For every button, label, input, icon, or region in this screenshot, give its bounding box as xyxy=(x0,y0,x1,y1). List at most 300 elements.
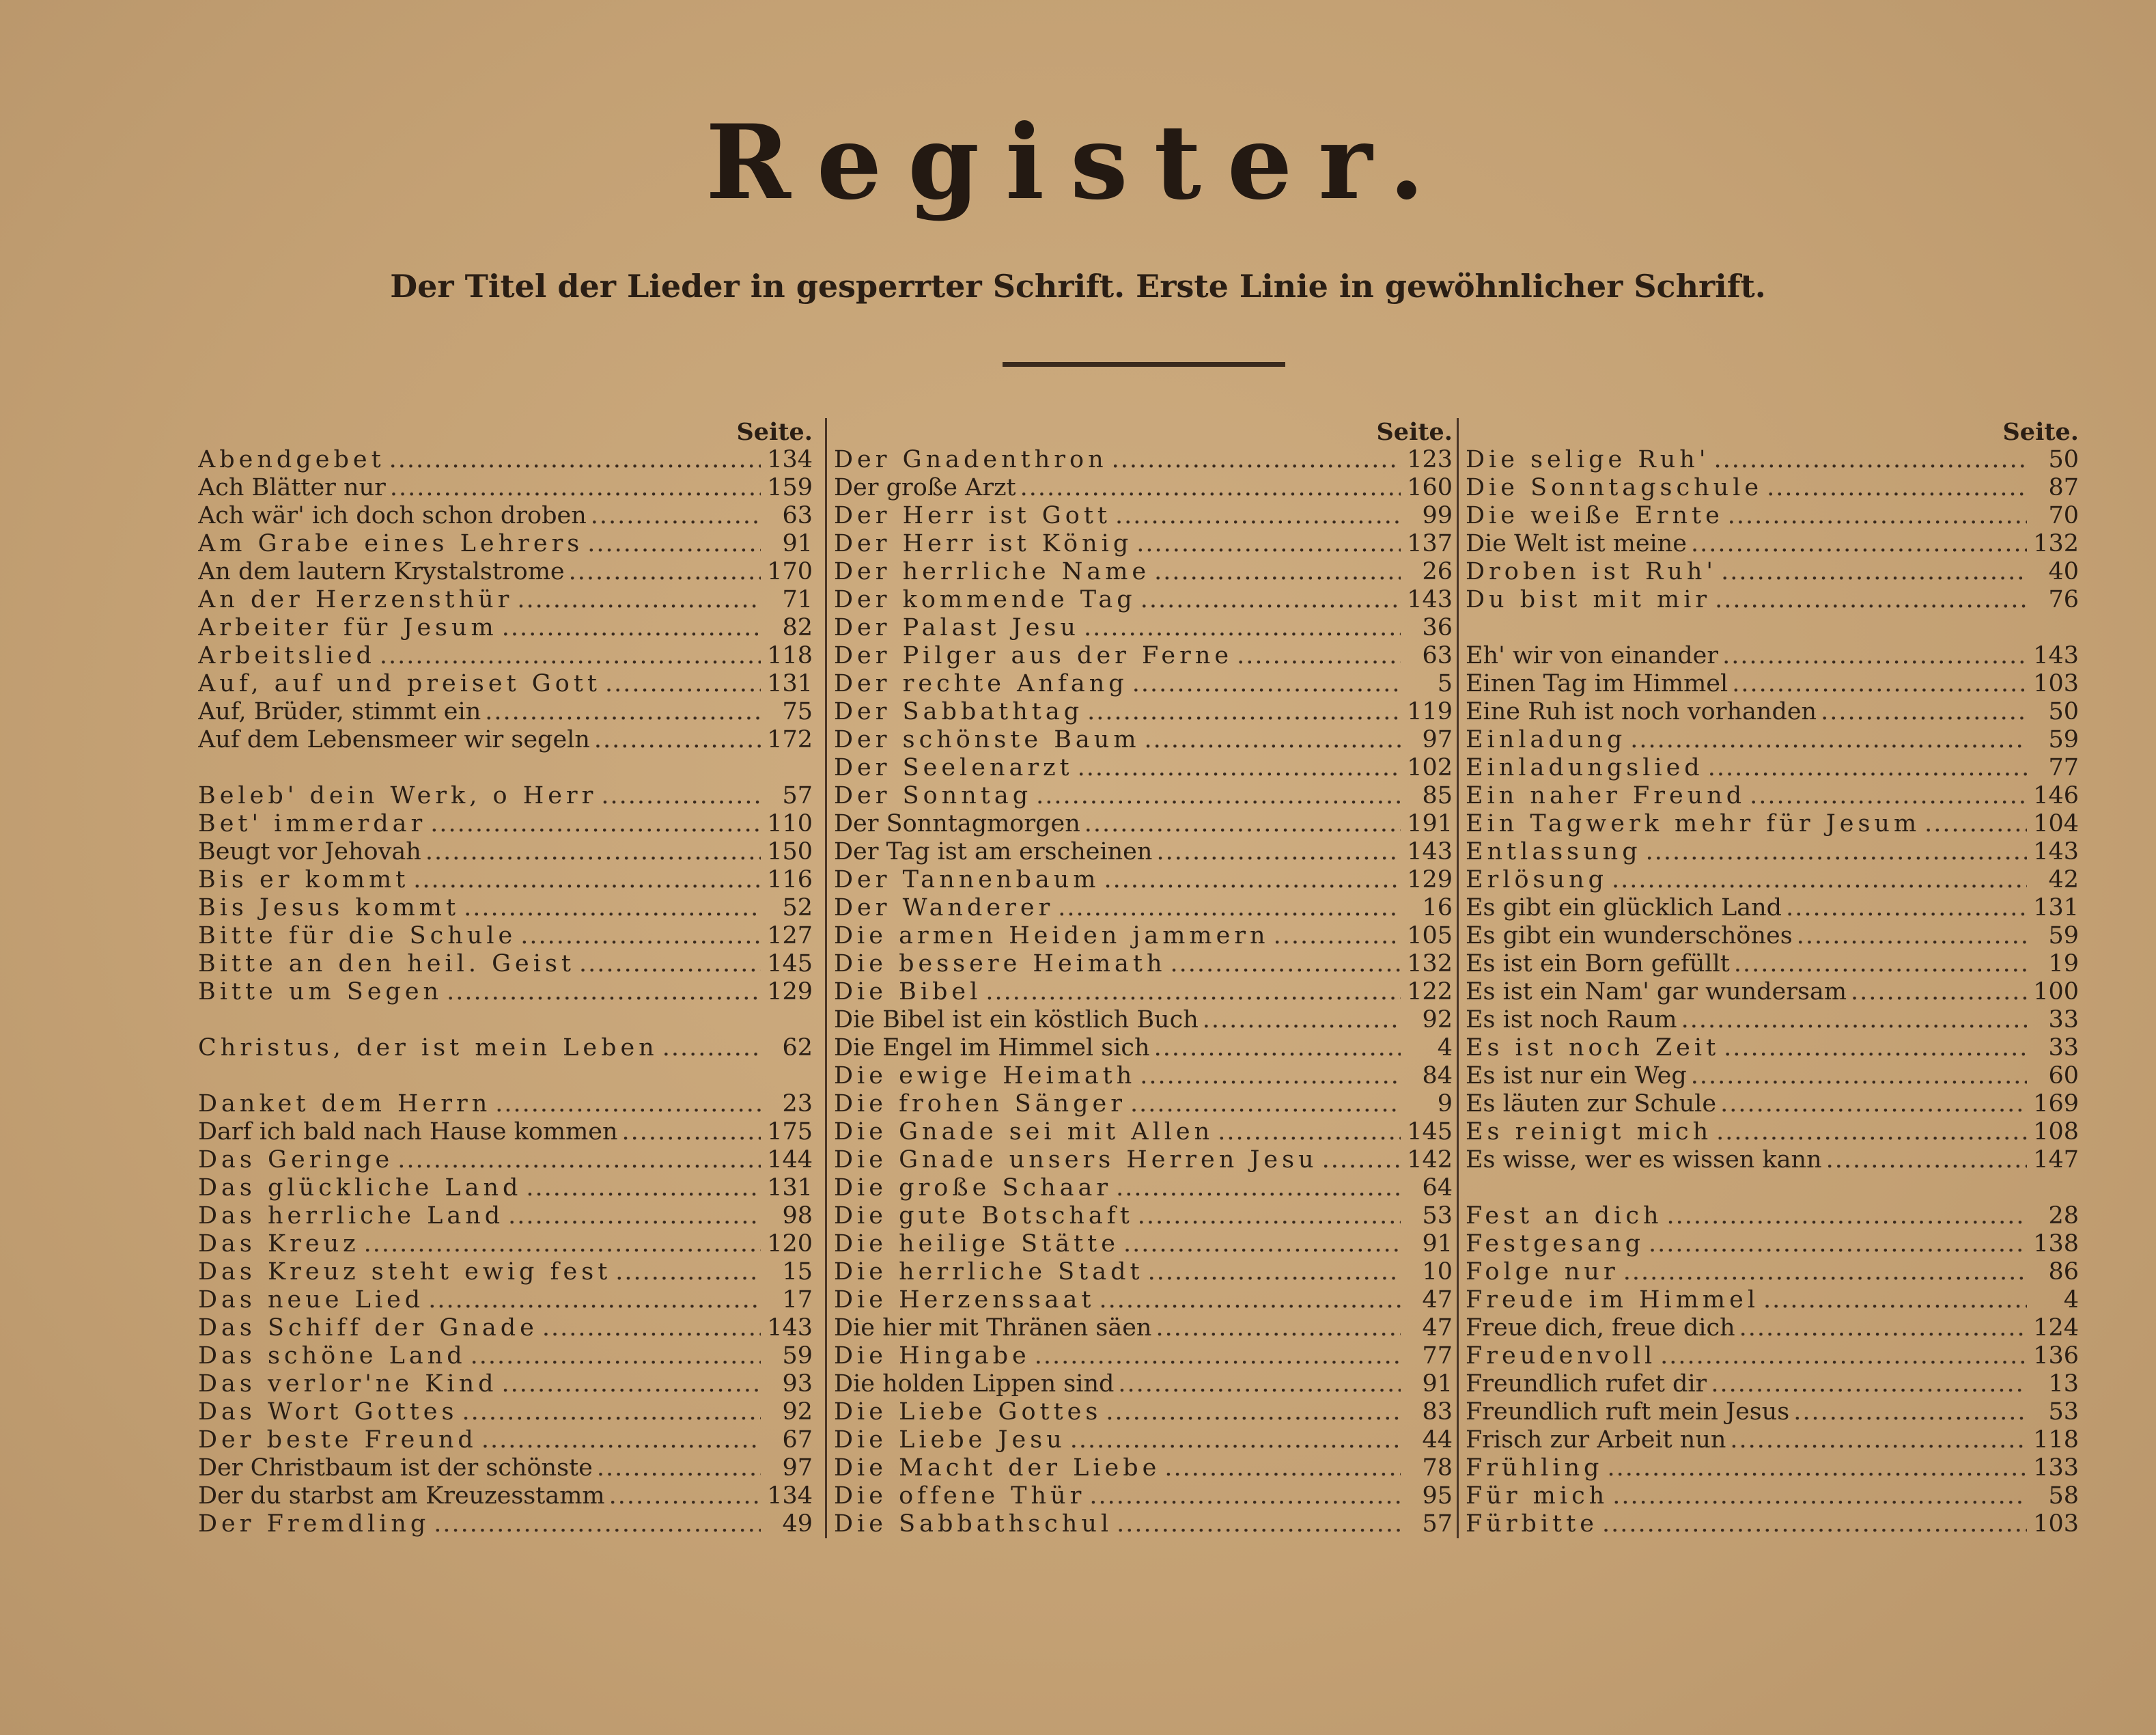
entry-page-number: 131 xyxy=(767,670,813,697)
entry-title: Der Fremdling xyxy=(198,1510,430,1538)
leader-dots xyxy=(1724,1034,2027,1062)
entry-title: Das Wort Gottes xyxy=(198,1398,458,1426)
entry-page-number: 191 xyxy=(1407,810,1453,837)
entry-title: Die hier mit Thränen säen xyxy=(834,1314,1152,1342)
index-entry xyxy=(834,1426,1453,1454)
index-entry xyxy=(1466,474,2079,502)
entry-page-number: 53 xyxy=(2048,1398,2079,1426)
index-entry xyxy=(1466,866,2079,894)
entry-page-number: 33 xyxy=(2048,1034,2079,1061)
index-entry xyxy=(834,614,1453,642)
entry-page-number: 172 xyxy=(767,726,813,753)
leader-dots xyxy=(389,446,761,474)
leader-dots xyxy=(1793,1398,2027,1426)
page-subtitle: Der Titel der Lieder in gesperrter Schrift. Erste Linie in gewöhnlicher Schrift. xyxy=(390,268,1766,305)
entry-title: Das Schiff der Gnade xyxy=(198,1314,538,1342)
leader-dots xyxy=(447,978,761,1006)
entry-page-number: 87 xyxy=(2048,474,2079,501)
entry-page-number: 53 xyxy=(1422,1202,1453,1230)
entry-title: Bet' immerdar xyxy=(198,810,427,837)
column-header: Seite. xyxy=(2002,418,2079,446)
entry-page-number: 138 xyxy=(2033,1230,2079,1258)
leader-dots xyxy=(485,698,761,726)
entry-title: Arbeitslied xyxy=(198,642,376,669)
leader-dots xyxy=(1711,1370,2027,1398)
entry-title: Der Christbaum ist der schönste xyxy=(198,1454,593,1482)
leader-dots xyxy=(1164,1454,1401,1482)
leader-dots xyxy=(1118,1370,1401,1398)
index-entry xyxy=(198,1314,813,1342)
entry-page-number: 102 xyxy=(1407,754,1453,781)
index-entry xyxy=(1466,558,2079,586)
leader-dots xyxy=(1203,1006,1401,1034)
entry-page-number: 77 xyxy=(2048,754,2079,781)
index-entry xyxy=(1466,894,2079,922)
entry-page-number: 143 xyxy=(2033,838,2079,865)
entry-title: Der du starbst am Kreuzesstamm xyxy=(198,1482,605,1510)
entry-page-number: 129 xyxy=(767,978,813,1005)
index-entry xyxy=(1466,1426,2079,1454)
leader-dots xyxy=(1020,474,1401,502)
entry-title: Ein naher Freund xyxy=(1466,782,1746,809)
index-entry xyxy=(834,558,1453,586)
entry-title: Es wisse, wer es wissen kann xyxy=(1466,1146,1822,1174)
index-entry xyxy=(834,810,1453,838)
entry-title: Der kommende Tag xyxy=(834,586,1136,613)
index-entry xyxy=(1466,1370,2079,1398)
entry-title: Der Seelenarzt xyxy=(834,754,1074,781)
index-entry xyxy=(198,614,813,642)
index-entry xyxy=(1466,698,2079,726)
entry-title: Der Sonntagmorgen xyxy=(834,810,1080,837)
entry-title: Die bessere Heimath xyxy=(834,950,1166,977)
entry-title: Bis er kommt xyxy=(198,866,410,893)
entry-page-number: 26 xyxy=(1422,558,1453,585)
index-entry xyxy=(1466,782,2079,810)
leader-dots xyxy=(1140,586,1401,614)
leader-dots xyxy=(1691,530,2027,558)
entry-page-number: 91 xyxy=(1422,1370,1453,1398)
leader-dots xyxy=(1691,1062,2027,1090)
leader-dots xyxy=(1099,1286,1401,1314)
leader-dots xyxy=(1826,1146,2027,1174)
entry-title: Es ist nur ein Weg xyxy=(1466,1062,1687,1089)
leader-dots xyxy=(471,1342,761,1370)
index-entry xyxy=(1466,950,2079,978)
entry-page-number: 57 xyxy=(1422,1510,1453,1538)
leader-dots xyxy=(430,810,761,838)
entry-page-number: 17 xyxy=(782,1286,813,1314)
entry-page-number: 160 xyxy=(1407,474,1453,501)
leader-dots xyxy=(1649,1230,2027,1258)
index-entry xyxy=(834,670,1453,698)
entry-title: Ach Blätter nur xyxy=(198,474,386,501)
leader-dots xyxy=(1036,782,1401,810)
leader-dots xyxy=(425,838,761,866)
leader-dots xyxy=(1087,698,1401,726)
entry-page-number: 91 xyxy=(782,530,813,557)
index-entry xyxy=(1466,1146,2079,1174)
leader-dots xyxy=(1734,950,2027,978)
leader-dots xyxy=(1084,614,1401,642)
leader-dots xyxy=(502,614,761,642)
entry-page-number: 147 xyxy=(2033,1146,2079,1174)
index-entry xyxy=(1466,754,2079,782)
entry-page-number: 82 xyxy=(782,614,813,641)
index-entry xyxy=(834,838,1453,866)
leader-dots xyxy=(1713,446,2027,474)
leader-dots xyxy=(1851,978,2027,1006)
entry-page-number: 98 xyxy=(782,1202,813,1230)
entry-page-number: 13 xyxy=(2048,1370,2079,1398)
entry-title: Die Gnade unsers Herren Jesu xyxy=(834,1146,1318,1174)
entry-title: Die weiße Ernte xyxy=(1466,502,1724,529)
entry-page-number: 86 xyxy=(2048,1258,2079,1286)
entry-title: Der Palast Jesu xyxy=(834,614,1080,641)
index-entry xyxy=(198,1342,813,1370)
leader-dots xyxy=(1116,1174,1401,1202)
leader-dots xyxy=(594,726,761,754)
index-column-3 xyxy=(1457,418,2079,1538)
entry-title: Beugt vor Jehovah xyxy=(198,838,421,865)
index-entry xyxy=(834,446,1453,474)
index-entry xyxy=(834,1118,1453,1146)
index-entry xyxy=(1466,1118,2079,1146)
index-entry xyxy=(198,670,813,698)
index-entry xyxy=(198,474,813,502)
index-entry xyxy=(1466,1286,2079,1314)
entry-title: Es ist ein Nam' gar wundersam xyxy=(1466,978,1847,1005)
entry-page-number: 144 xyxy=(767,1146,813,1174)
leader-dots xyxy=(1058,894,1401,922)
entry-page-number: 91 xyxy=(1422,1230,1453,1258)
entry-page-number: 136 xyxy=(2033,1342,2079,1370)
entry-page-number: 70 xyxy=(2048,502,2079,529)
index-entry xyxy=(198,1034,813,1062)
entry-title: Die frohen Sänger xyxy=(834,1090,1127,1118)
entry-page-number: 118 xyxy=(2033,1426,2079,1454)
entry-title: Die Macht der Liebe xyxy=(834,1454,1161,1482)
entry-title: Die Sonntagschule xyxy=(1466,474,1763,501)
leader-dots xyxy=(1115,502,1401,530)
leader-dots xyxy=(1322,1146,1401,1174)
index-entry xyxy=(834,894,1453,922)
index-entry xyxy=(834,1370,1453,1398)
entry-title: Auf dem Lebensmeer wir segeln xyxy=(198,726,590,753)
leader-dots xyxy=(517,586,761,614)
entry-page-number: 28 xyxy=(2048,1202,2079,1230)
index-entry xyxy=(198,838,813,866)
index-entry xyxy=(834,1034,1453,1062)
index-entry xyxy=(834,642,1453,670)
leader-dots xyxy=(1739,1314,2027,1342)
entry-title: Bitte um Segen xyxy=(198,978,443,1005)
leader-dots xyxy=(1623,1258,2027,1286)
leader-dots xyxy=(1274,922,1401,950)
entry-title: Der beste Freund xyxy=(198,1426,477,1454)
entry-title: Die herrliche Stadt xyxy=(834,1258,1144,1286)
index-entry xyxy=(198,950,813,978)
leader-dots xyxy=(1104,866,1401,894)
entry-title: Abendgebet xyxy=(198,446,385,473)
entry-page-number: 60 xyxy=(2048,1062,2079,1089)
leader-dots xyxy=(1660,1342,2027,1370)
entry-title: Beleb' dein Werk, o Herr xyxy=(198,782,598,809)
leader-dots xyxy=(605,670,761,698)
entry-title: Ach wär' ich doch schon droben xyxy=(198,502,587,529)
entry-page-number: 132 xyxy=(2033,530,2079,557)
index-entry xyxy=(834,698,1453,726)
leader-dots xyxy=(1721,558,2027,586)
entry-title: Bitte an den heil. Geist xyxy=(198,950,575,977)
index-entry xyxy=(1466,1202,2079,1230)
entry-title: Eine Ruh ist noch vorhanden xyxy=(1466,698,1817,725)
index-entry xyxy=(834,1146,1453,1174)
index-entry xyxy=(834,1174,1453,1202)
index-entry xyxy=(1466,1034,2079,1062)
index-entry xyxy=(1466,1398,2079,1426)
entry-page-number: 175 xyxy=(767,1118,813,1146)
entry-page-number: 142 xyxy=(1407,1146,1453,1174)
entry-page-number: 85 xyxy=(1422,782,1453,809)
index-entry xyxy=(1466,1258,2079,1286)
index-entry xyxy=(1466,978,2079,1006)
leader-dots xyxy=(397,1146,761,1174)
entry-title: Die gute Botschaft xyxy=(834,1202,1134,1230)
index-entry xyxy=(1466,642,2079,670)
entry-page-number: 15 xyxy=(782,1258,813,1286)
entry-page-number: 10 xyxy=(1422,1258,1453,1286)
leader-dots xyxy=(526,1174,761,1202)
index-entry xyxy=(834,1090,1453,1118)
leader-dots xyxy=(1630,726,2027,754)
leader-dots xyxy=(1156,1314,1401,1342)
entry-page-number: 119 xyxy=(1407,698,1453,725)
leader-dots xyxy=(1156,838,1401,866)
leader-dots xyxy=(1607,1454,2027,1482)
entry-page-number: 4 xyxy=(2063,1286,2079,1314)
leader-dots xyxy=(1681,1006,2027,1034)
leader-dots xyxy=(1924,810,2027,838)
leader-dots xyxy=(1070,1426,1401,1454)
leader-dots xyxy=(1154,1034,1401,1062)
entry-page-number: 159 xyxy=(767,474,813,501)
index-entry xyxy=(1466,670,2079,698)
index-entry xyxy=(834,866,1453,894)
leader-dots xyxy=(1750,782,2027,810)
entry-title: Der Tannenbaum xyxy=(834,866,1100,893)
index-entry xyxy=(198,1118,813,1146)
index-entry xyxy=(198,1370,813,1398)
index-entry xyxy=(198,866,813,894)
index-entry xyxy=(198,894,813,922)
entry-title: Die holden Lippen sind xyxy=(834,1370,1115,1398)
index-entry xyxy=(198,1258,813,1286)
entry-title: Erlösung xyxy=(1466,866,1608,893)
entry-title: Die Engel im Himmel sich xyxy=(834,1034,1150,1061)
entry-page-number: 143 xyxy=(767,1314,813,1342)
index-entry xyxy=(198,810,813,838)
index-entry xyxy=(198,922,813,950)
entry-page-number: 75 xyxy=(782,698,813,725)
entry-page-number: 95 xyxy=(1422,1482,1453,1510)
leader-dots xyxy=(481,1426,761,1454)
entry-title: Der Herr ist König xyxy=(834,530,1133,557)
entry-title: Auf, Brüder, stimmt ein xyxy=(198,698,481,725)
index-entry xyxy=(834,726,1453,754)
entry-page-number: 92 xyxy=(782,1398,813,1426)
entry-page-number: 129 xyxy=(1407,866,1453,893)
entry-title: Der Wanderer xyxy=(834,894,1054,921)
entry-title: Folge nur xyxy=(1466,1258,1619,1286)
entry-page-number: 63 xyxy=(1422,642,1453,669)
entry-title: An der Herzensthür xyxy=(198,586,514,613)
leader-dots xyxy=(1646,838,2027,866)
entry-title: Auf, auf und preiset Gott xyxy=(198,670,601,697)
leader-dots xyxy=(1715,586,2027,614)
leader-dots xyxy=(1612,866,2027,894)
entry-page-number: 59 xyxy=(2048,726,2079,753)
index-entry xyxy=(1466,1342,2079,1370)
index-entry xyxy=(1466,1510,2079,1538)
leader-dots xyxy=(1084,810,1401,838)
index-entry xyxy=(198,558,813,586)
entry-page-number: 23 xyxy=(782,1090,813,1118)
entry-page-number: 137 xyxy=(1407,530,1453,557)
index-entry xyxy=(834,782,1453,810)
entry-page-number: 145 xyxy=(767,950,813,977)
index-entry xyxy=(198,1398,813,1426)
entry-title: Ein Tagwerk mehr für Jesum xyxy=(1466,810,1921,837)
entry-page-number: 133 xyxy=(2033,1454,2079,1482)
entry-title: Das schöne Land xyxy=(198,1342,466,1370)
entry-title: Der große Arzt xyxy=(834,474,1016,501)
entry-page-number: 104 xyxy=(2033,810,2079,837)
entry-page-number: 131 xyxy=(767,1174,813,1202)
index-entry xyxy=(198,530,813,558)
leader-dots xyxy=(1732,670,2027,698)
entry-title: Der Sabbathtag xyxy=(834,698,1084,725)
index-entry xyxy=(834,1006,1453,1034)
leader-dots xyxy=(520,922,761,950)
leader-dots xyxy=(1786,894,2027,922)
entry-title: Einladungslied xyxy=(1466,754,1704,781)
entry-page-number: 122 xyxy=(1407,978,1453,1005)
index-entry xyxy=(834,1286,1453,1314)
entry-title: Fest an dich xyxy=(1466,1202,1663,1230)
leader-dots xyxy=(1148,1258,1401,1286)
leader-dots xyxy=(1171,950,1401,978)
entry-page-number: 120 xyxy=(767,1230,813,1258)
entry-page-number: 124 xyxy=(2033,1314,2079,1342)
leader-dots xyxy=(1123,1230,1401,1258)
index-entry xyxy=(198,642,813,670)
entry-title: Das verlor'ne Kind xyxy=(198,1370,498,1398)
index-entry xyxy=(1466,1062,2079,1090)
index-entry xyxy=(834,474,1453,502)
entry-title: Es gibt ein glücklich Land xyxy=(1466,894,1782,921)
decorative-rule xyxy=(1003,362,1285,367)
entry-title: Der Tag ist am erscheinen xyxy=(834,838,1153,865)
page-title: Register. xyxy=(705,102,1451,223)
entry-title: Darf ich bald nach Hause kommen xyxy=(198,1118,618,1146)
leader-dots xyxy=(579,950,761,978)
entry-title: Freue dich, freue dich xyxy=(1466,1314,1735,1342)
index-entry xyxy=(198,978,813,1006)
index-entry xyxy=(198,502,813,530)
leader-dots xyxy=(1112,446,1401,474)
leader-dots xyxy=(1821,698,2027,726)
entry-title: Die große Schaar xyxy=(834,1174,1112,1202)
entry-page-number: 58 xyxy=(2048,1482,2079,1510)
index-entry xyxy=(1466,922,2079,950)
leader-dots xyxy=(380,642,761,670)
leader-dots xyxy=(1106,1398,1401,1426)
leader-dots xyxy=(985,978,1401,1006)
entry-page-number: 143 xyxy=(1407,586,1453,613)
entry-page-number: 100 xyxy=(2033,978,2079,1005)
entry-page-number: 4 xyxy=(1437,1034,1453,1061)
leader-dots xyxy=(1602,1510,2027,1538)
entry-title: Eh' wir von einander xyxy=(1466,642,1719,669)
leader-dots xyxy=(662,1034,761,1062)
leader-dots xyxy=(502,1370,761,1398)
index-entry xyxy=(834,530,1453,558)
entry-page-number: 57 xyxy=(782,782,813,809)
index-entry xyxy=(1466,1314,2079,1342)
leader-dots xyxy=(1716,1118,2027,1146)
entry-page-number: 84 xyxy=(1422,1062,1453,1089)
entry-title: Der Herr ist Gott xyxy=(834,502,1111,529)
entry-page-number: 97 xyxy=(782,1454,813,1482)
index-entry xyxy=(834,1342,1453,1370)
leader-dots xyxy=(1797,922,2027,950)
leader-dots xyxy=(390,474,761,502)
entry-title: Die selige Ruh' xyxy=(1466,446,1710,473)
entry-page-number: 42 xyxy=(2048,866,2079,893)
entry-title: Du bist mit mir xyxy=(1466,586,1711,613)
leader-dots xyxy=(609,1482,761,1510)
index-entry xyxy=(1466,1482,2079,1510)
entry-title: Frühling xyxy=(1466,1454,1604,1482)
entry-page-number: 47 xyxy=(1422,1314,1453,1342)
entry-title: Bitte für die Schule xyxy=(198,922,517,949)
index-entry xyxy=(1466,1454,2079,1482)
index-entry xyxy=(834,1258,1453,1286)
entry-page-number: 99 xyxy=(1422,502,1453,529)
entry-page-number: 169 xyxy=(2033,1090,2079,1118)
entry-page-number: 118 xyxy=(767,642,813,669)
leader-dots xyxy=(364,1230,761,1258)
index-entry xyxy=(834,1510,1453,1538)
entry-title: Es ist noch Raum xyxy=(1466,1006,1677,1033)
entry-title: Es gibt ein wunderschönes xyxy=(1466,922,1793,949)
index-entry xyxy=(834,978,1453,1006)
leader-dots xyxy=(587,530,761,558)
leader-dots xyxy=(1667,1202,2027,1230)
leader-dots xyxy=(1763,1286,2027,1314)
entry-page-number: 50 xyxy=(2048,446,2079,473)
entry-title: Die armen Heiden jammern xyxy=(834,922,1270,949)
index-entry xyxy=(1466,446,2079,474)
entry-page-number: 134 xyxy=(767,446,813,473)
leader-dots xyxy=(622,1118,761,1146)
entry-title: Christus, der ist mein Leben xyxy=(198,1034,658,1061)
entry-title: Die Bibel ist ein köstlich Buch xyxy=(834,1006,1199,1033)
leader-dots xyxy=(601,782,761,810)
entry-page-number: 36 xyxy=(1422,614,1453,641)
entry-title: Der Sonntag xyxy=(834,782,1033,809)
